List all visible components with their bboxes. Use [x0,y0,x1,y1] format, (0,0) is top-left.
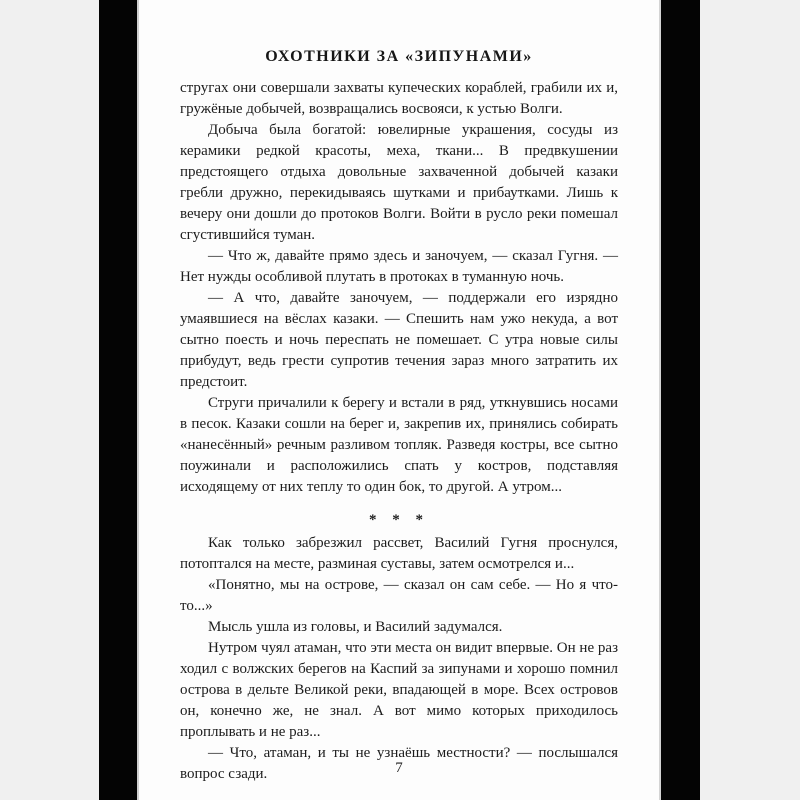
page-number: 7 [395,760,403,776]
paragraph: — А что, давайте заночуем, — поддержали его изрядно умаявшиеся на вёслах казаки. — Спешить нам ужо некуда, а вот сытно поесть и ночь переспать не помешает. С утра новые силы прибудут, ведь грести супротив течения зараз много затратить их предстоит. [180,290,618,390]
book-spine-right-shadow [661,0,700,800]
paragraph: Как только забрезжил рассвет, Василий Гугня проснулся, потоптался на месте, разминая суставы, затем осмотрелся и... [180,535,618,572]
paragraph: стругах они совершали захваты купеческих кораблей, грабили их и, гружёные добычей, возвращались восвояси, к устью Волги. [180,80,618,117]
chapter-title: ОХОТНИКИ ЗА «ЗИПУНАМИ» [265,48,533,65]
paragraph: — Что, атаман, и ты не узнаёшь местности? — послышался вопрос сзади. [180,745,618,782]
paragraph: Добыча была богатой: ювелирные украшения, сосуды из керамики редкой красоты, меха, ткани... В предвкушении предстоящего отдыха довольные захваченной добычей казаки гребли дружно, перекидываясь шутками и прибаутками. Лишь к вечеру они дошли до протоков Волги. Войти в русло реки помешал сгустившийся туман. [180,122,618,243]
book-spine-left-shadow [99,0,137,800]
paragraph: Нутром чуял атаман, что эти места он видит впервые. Он не раз ходил с волжских берегов на Каспий за зипунами и хорошо помнил острова в дельте Великой реки, впадающей в море. Всех островов он, конечно же, не знал. А вот мимо которых приходилось проплывать и не раз... [180,640,618,740]
paragraph: Мысль ушла из головы, и Василий задумался. [208,619,503,635]
section-separator: * * * [369,512,429,528]
paragraph: Струги причалили к берегу и встали в ряд, уткнувшись носами в песок. Казаки сошли на берег и, закрепив их, принялись собирать «нанесённый» речным разливом топляк. Разведя костры, все сытно поужинали и расположились спать у костров, подставляя исходящему от них теплу то один бок, то другой. А утром... [180,395,618,495]
page-body [180,78,618,785]
paragraph: «Понятно, мы на острове, — сказал он сам себе. — Но я что-то...» [180,577,618,614]
paragraph: — Что ж, давайте прямо здесь и заночуем, — сказал Гугня. — Нет нужды особливой плутать в протоках в туманную ночь. [180,248,618,285]
book-page [137,0,661,800]
